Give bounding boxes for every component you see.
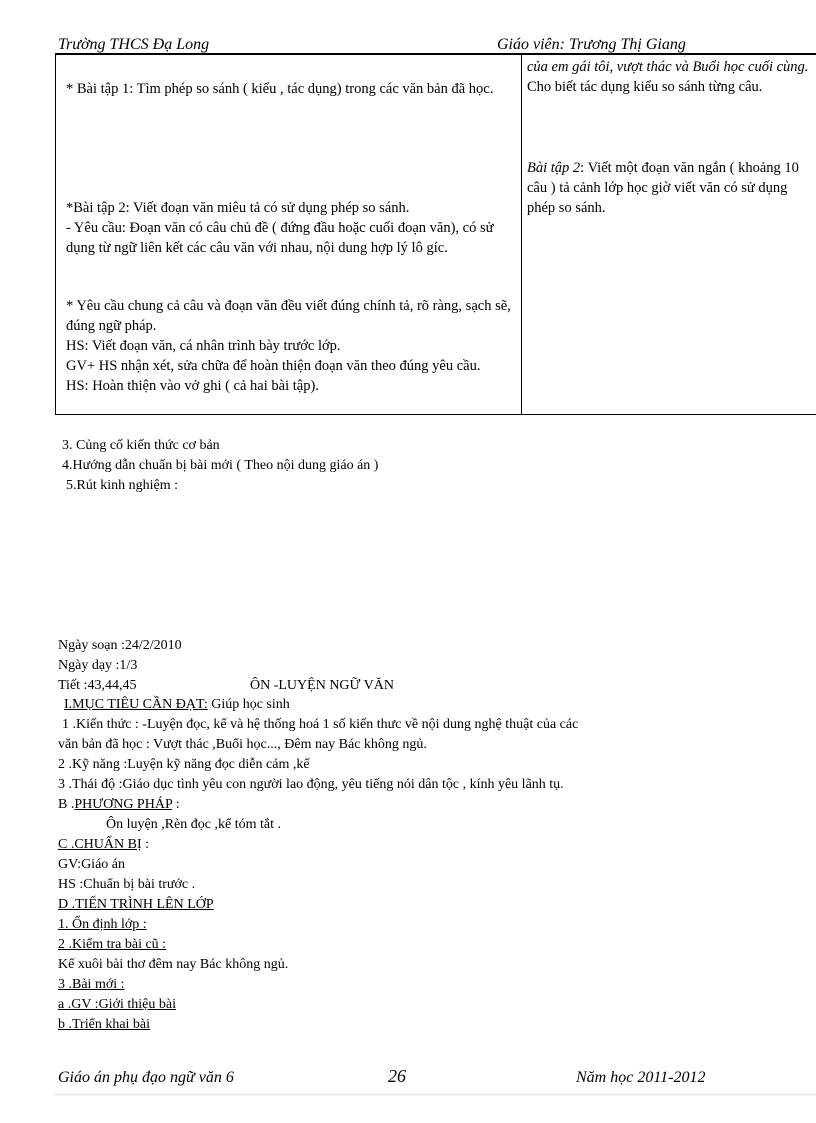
knowledge-line-1: 1 .Kiến thức : -Luyện đọc, kể và hệ thống hoá 1 số kiến thưc về nội dung nghệ thuật của các (62, 717, 579, 732)
header-school: Trường THCS Đạ Long (58, 36, 210, 53)
objectives-line (64, 695, 290, 715)
preparation-item: 4.Hướng dẫn chuẩn bị bài mới ( Theo nội dung giáo án ) (62, 458, 379, 473)
prep-teacher: GV:Giáo án (58, 857, 125, 872)
step-1: 1. Ổn định lớp : (58, 917, 147, 932)
prep-students: HS :Chuẩn bị bài trước . (58, 877, 196, 892)
process-heading: D .TIẾN TRÌNH LÊN LỚP (58, 897, 214, 912)
step-2-text: Kể xuôi bài thơ đêm nay Bác không ngủ. (58, 957, 289, 972)
exercise-1-rest: Cho biết tác dụng kiểu so sánh từng câu. (527, 79, 763, 95)
consolidation-item: 3. Củng cố kiến thức cơ bản (62, 438, 220, 453)
step-3: 3 .Bài mới : (58, 977, 125, 992)
exercise-1-answer (527, 57, 815, 97)
page-number: 26 (388, 1066, 406, 1086)
exercise-1: * Bài tập 1: Tìm phép so sánh ( kiểu , tác dụng) trong các văn bản đã học. (66, 81, 494, 97)
method-text: Ôn luyện ,Rèn đọc ,kể tóm tắt . (106, 817, 281, 832)
method-heading: PHƯƠNG PHÁP (74, 797, 173, 812)
header-teacher: Giáo viên: Trương Thị Giang (497, 36, 686, 53)
objectives-intro: Giúp học sinh (207, 697, 290, 712)
footer-rule (55, 1094, 816, 1095)
prep-line (58, 835, 149, 855)
activity-table (55, 54, 816, 415)
exercise-2-answer (527, 158, 815, 218)
experience-item: 5.Rút kinh nghiệm : (66, 478, 178, 493)
exercise-2-rest: : Viết một đoạn văn ngắn ( khoảng 10 câu ) tả cảnh lớp học giờ viết văn có sử dụng phép so sánh. (527, 160, 799, 216)
periods: Tiết :43,44,45 (58, 678, 137, 693)
step-3a: a .GV :Giới thiệu bài (58, 997, 176, 1012)
student-task-1: HS: Viết đoạn văn, cá nhân trình bày trước lớp. (66, 338, 341, 354)
attitude-line: 3 .Thái độ :Giáo dục tình yêu con người lao động, yêu tiếng nói dân tộc , kính yêu lãnh tụ. (58, 777, 564, 792)
general-requirement: * Yêu cầu chung cả câu và đoạn văn đều viết đúng chính tả, rõ ràng, sạch sẽ, đúng ngữ pháp. (66, 298, 511, 334)
lesson-title: ÔN -LUYỆN NGỮ VĂN (250, 678, 394, 693)
date-prepared: Ngày soạn :24/2/2010 (58, 638, 182, 653)
exercise-2-requirement: - Yêu cầu: Đoạn văn có câu chủ đề ( đứng đầu hoặc cuối đoạn văn), có sử dụng từ ngữ liên kết các câu văn với nhau, nội dung hợp lý lô gíc. (66, 220, 494, 256)
prep-heading: C .CHUẨN BỊ (58, 837, 142, 852)
method-line (58, 795, 180, 815)
exercise-1-italic: của em gái tôi, vượt thác và Buổi học cuối cùng. (527, 59, 809, 75)
exercise-2-label: Bài tập 2 (527, 160, 581, 176)
step-2: 2 .Kiểm tra bài cũ : (58, 937, 167, 952)
skills-line: 2 .Kỹ năng :Luyện kỹ năng đọc diễn cảm ,kể (58, 757, 310, 772)
exercise-2-title: *Bài tập 2: Viết đoạn văn miêu tả có sử dụng phép so sánh. (66, 200, 410, 216)
method-prefix: B . (58, 797, 75, 812)
objectives-heading: I.MỤC TIÊU CẦN ĐẠT: (64, 697, 208, 712)
prep-suffix: : (141, 837, 150, 852)
content-cell (522, 55, 816, 415)
date-taught: Ngày dạy :1/3 (58, 658, 138, 673)
footer-year: Năm học 2011-2012 (576, 1069, 706, 1086)
student-task-2: HS: Hoàn thiện vào vở ghi ( cả hai bài tập). (66, 378, 319, 394)
knowledge-line-2: văn bản đã học : Vượt thác ,Buổi học..., Đêm nay Bác không ngủ. (58, 737, 427, 752)
teacher-task: GV+ HS nhận xét, sửa chữa để hoàn thiện đoạn văn theo đúng yêu cầu. (66, 358, 481, 374)
footer-subject: Giáo án phụ đạo ngữ văn 6 (58, 1069, 234, 1086)
activity-cell (56, 55, 522, 415)
step-3b: b .Triển khai bài (58, 1017, 151, 1032)
method-suffix: : (172, 797, 180, 812)
